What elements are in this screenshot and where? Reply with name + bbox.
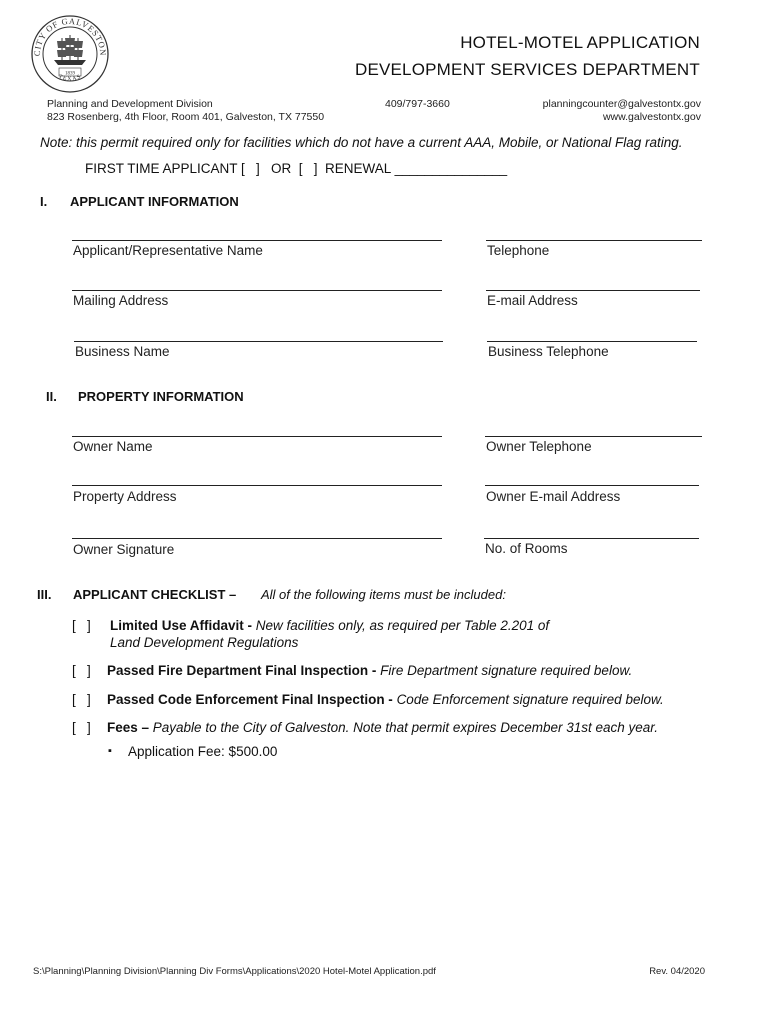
section-number: III. xyxy=(37,587,52,602)
owner-name-label: Owner Name xyxy=(73,439,153,454)
rating-note: Note: this permit required only for facilities which do not have a current AAA, Mobile, or National Flag rating. xyxy=(40,135,683,150)
department-title: DEVELOPMENT SERVICES DEPARTMENT xyxy=(354,60,700,79)
applicant-name-label: Applicant/Representative Name xyxy=(73,243,263,258)
checklist-checkbox-affidavit[interactable]: [ ] xyxy=(72,618,91,633)
business-telephone-label: Business Telephone xyxy=(488,344,609,359)
business-telephone-line[interactable] xyxy=(487,341,697,342)
owner-signature-line[interactable] xyxy=(72,538,442,539)
owner-telephone-label: Owner Telephone xyxy=(486,439,592,454)
owner-signature-label: Owner Signature xyxy=(73,542,175,557)
svg-text:1839: 1839 xyxy=(65,71,75,77)
telephone-line[interactable] xyxy=(486,240,702,241)
application-fee: Application Fee: $500.00 xyxy=(128,744,278,759)
applicant-name-line[interactable] xyxy=(72,240,442,241)
business-name-label: Business Name xyxy=(75,344,170,359)
email-line[interactable] xyxy=(486,290,700,291)
rooms-label: No. of Rooms xyxy=(485,541,568,556)
checklist-checkbox-code[interactable]: [ ] xyxy=(72,692,91,707)
checklist-item-affidavit: Limited Use Affidavit - New facilities only, as required per Table 2.201 of xyxy=(110,618,550,633)
checklist-subtitle: All of the following items must be included: xyxy=(261,587,506,602)
svg-text:TEXAS: TEXAS xyxy=(57,73,83,83)
checklist-item-fees: Fees – Payable to the City of Galveston. Note that permit expires December 31st each year. xyxy=(107,720,659,735)
section-number: II. xyxy=(46,389,57,404)
business-name-line[interactable] xyxy=(74,341,443,342)
checklist-checkbox-fees[interactable]: [ ] xyxy=(72,720,91,735)
file-path: S:\Planning\Planning Division\Planning Div Forms\Applications\2020 Hotel-Motel Application.pdf xyxy=(33,966,436,977)
revision-date: Rev. 04/2020 xyxy=(649,966,705,977)
checklist-item-code-inspection: Passed Code Enforcement Final Inspection - Code Enforcement signature required below. xyxy=(107,692,664,707)
property-address-label: Property Address xyxy=(73,489,177,504)
owner-email-line[interactable] xyxy=(485,485,699,486)
section-number: I. xyxy=(40,194,48,209)
section-title-property: PROPERTY INFORMATION xyxy=(78,389,244,404)
owner-telephone-line[interactable] xyxy=(485,436,702,437)
owner-email-label: Owner E-mail Address xyxy=(486,489,621,504)
checklist-item-affidavit-cont: Land Development Regulations xyxy=(110,635,299,650)
section-title-checklist: APPLICANT CHECKLIST – xyxy=(73,587,237,602)
form-title: HOTEL-MOTEL APPLICATION xyxy=(460,33,700,52)
property-address-line[interactable] xyxy=(72,485,442,486)
mailing-address-label: Mailing Address xyxy=(73,293,169,308)
applicant-type-selector[interactable]: FIRST TIME APPLICANT [ ] OR [ ] RENEWAL _______________ xyxy=(85,161,508,176)
division-address: 823 Rosenberg, 4th Floor, Room 401, Galveston, TX 77550 xyxy=(47,111,325,123)
svg-text:CITY OF GALVESTON: CITY OF GALVESTON xyxy=(31,15,109,57)
division-phone: 409/797-3660 xyxy=(385,98,450,110)
checklist-item-fire-inspection: Passed Fire Department Final Inspection - Fire Department signature required below. xyxy=(107,663,633,678)
telephone-label: Telephone xyxy=(487,243,550,258)
mailing-address-line[interactable] xyxy=(72,290,442,291)
section-title-applicant: APPLICANT INFORMATION xyxy=(70,194,239,209)
rooms-line[interactable] xyxy=(484,538,699,539)
division-name: Planning and Development Division xyxy=(47,98,213,110)
email-label: E-mail Address xyxy=(487,293,578,308)
division-website: www.galvestontx.gov xyxy=(602,111,701,123)
city-seal-logo xyxy=(30,14,110,94)
division-email: planningcounter@galvestontx.gov xyxy=(542,98,701,110)
owner-name-line[interactable] xyxy=(72,436,442,437)
bullet-icon: ▪ xyxy=(108,745,112,757)
checklist-checkbox-fire[interactable]: [ ] xyxy=(72,663,91,678)
